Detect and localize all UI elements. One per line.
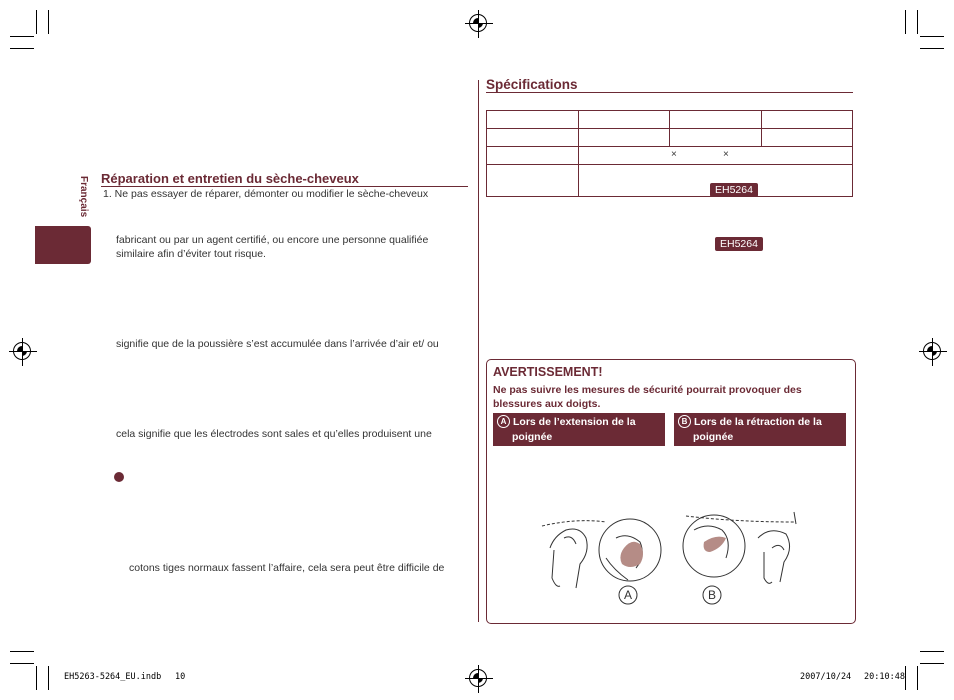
text-line: cotons tiges normaux fassent l’affaire, cela sera peut être difficile de xyxy=(129,562,445,574)
mult-sign: × xyxy=(723,149,729,160)
column-divider xyxy=(478,80,479,622)
model-badge: EH5264 xyxy=(715,237,763,251)
language-label: Français xyxy=(78,176,89,218)
registration-mark-icon xyxy=(469,14,487,32)
spec-title: Spécifications xyxy=(486,77,578,92)
crop-mark xyxy=(905,10,906,34)
registration-mark-icon xyxy=(923,342,941,360)
language-tab xyxy=(35,226,91,264)
footer-time: 20:10:48 xyxy=(864,672,905,682)
crop-mark xyxy=(917,10,918,34)
caption-a-line: poignée xyxy=(512,431,553,443)
warning-text: Ne pas suivre les mesures de sécurité pourrait provoquer des xyxy=(493,384,802,396)
footer-file: EH5263-5264_EU.indb xyxy=(64,672,162,682)
warning-text: blessures aux doigts. xyxy=(493,398,601,410)
crop-mark xyxy=(48,10,49,34)
crop-mark xyxy=(10,651,34,652)
text-line: signifie que de la poussière s’est accumulée dans l’arrivée d’air et/ ou xyxy=(116,338,439,350)
warning-title: AVERTISSEMENT! xyxy=(493,365,603,379)
text-line: similaire afin d’éviter tout risque. xyxy=(116,248,266,260)
caption-tag-b xyxy=(674,413,846,446)
crop-mark xyxy=(10,48,34,49)
crop-mark xyxy=(48,666,49,690)
footer-page: 10 xyxy=(175,672,186,682)
bullet-icon xyxy=(114,472,124,482)
circled-letter-b: B xyxy=(678,415,691,428)
caption-tag-a xyxy=(493,413,665,446)
handle-illustration xyxy=(536,508,806,608)
crop-mark xyxy=(920,651,944,652)
mult-sign: × xyxy=(671,149,677,160)
spec-table xyxy=(486,110,853,197)
footer-date: 2007/10/24 xyxy=(800,672,852,682)
section-rule xyxy=(101,186,468,187)
crop-mark xyxy=(10,36,34,37)
crop-mark xyxy=(36,666,37,690)
text-line: fabricant ou par un agent certifié, ou encore une personne qualifiée xyxy=(116,234,429,246)
caption-b-line: poignée xyxy=(693,431,734,443)
crop-mark xyxy=(917,666,918,690)
text-line: cela signifie que les électrodes sont sales et qu’elles produisent une xyxy=(116,428,432,440)
model-badge: EH5264 xyxy=(710,183,758,197)
caption-a-line: Lors de l’extension de la xyxy=(513,416,636,428)
text-line: 1. Ne pas essayer de réparer, démonter ou modifier le sèche-cheveux xyxy=(103,188,429,200)
crop-mark xyxy=(920,48,944,49)
section-title: Réparation et entretien du sèche-cheveux xyxy=(101,171,359,186)
crop-mark xyxy=(36,10,37,34)
crop-mark xyxy=(920,663,944,664)
spec-rule xyxy=(486,92,853,93)
caption-b-line: Lors de la rétraction de la xyxy=(694,416,822,428)
circled-letter-a: A xyxy=(497,415,510,428)
finger-highlight xyxy=(620,542,643,567)
figure-label-a: A xyxy=(623,588,632,602)
figure-label-b: B xyxy=(707,588,716,602)
finger-highlight xyxy=(704,537,726,552)
crop-mark xyxy=(10,663,34,664)
registration-mark-icon xyxy=(13,342,31,360)
illustration-a xyxy=(542,519,661,588)
crop-mark xyxy=(920,36,944,37)
illustration-b xyxy=(683,512,796,583)
crop-mark xyxy=(905,666,906,690)
registration-mark-icon xyxy=(469,669,487,687)
